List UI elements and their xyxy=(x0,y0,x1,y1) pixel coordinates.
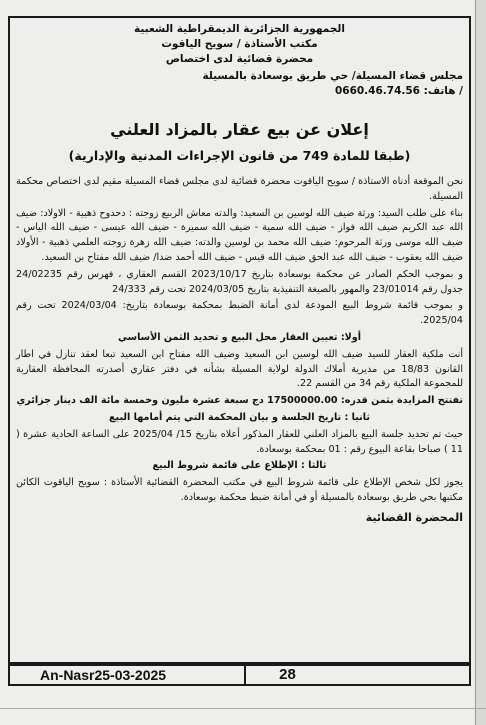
header-line-republic: الجمهورية الجزائرية الديمقراطية الشعبية xyxy=(134,23,345,35)
notice-title: إعلان عن بيع عقار بالمزاد العلني xyxy=(110,120,369,139)
header-line-bailiff: محضرة قضائية لدى اختصاص xyxy=(165,53,314,65)
scan-divider xyxy=(0,708,486,709)
intro-paragraph: نحن الموقعة أدناه الاستاذة / سويح الياقوت محضرة قضائية لدى مجلس قضاء المسيلة مقيم لدى اختصاص محكمة المسيلة. xyxy=(16,176,463,202)
section-heading-1: أولا: تعيين العقار محل البيع و تحديد الثمن الأساسي xyxy=(117,331,362,343)
page-number: 28 xyxy=(279,666,296,683)
notice-body xyxy=(16,175,463,506)
issue-date: An-Nasr25-03-2025 xyxy=(10,666,246,684)
auction-notice xyxy=(8,16,471,664)
section-heading-3: ثالثا : الإطلاع على قائمة شروط البيع xyxy=(152,460,327,472)
conditions-paragraph: و بموجب قائمة شروط البيع المودعة لدى أمانة الضبط بمحكمة بوسعادة بتاريخ: 2024/03/04 تحت رقم 2025/04. xyxy=(16,300,463,327)
header-line-office: مكتب الأستاذة / سويح الياقوت xyxy=(161,38,318,50)
session-paragraph: حيث تم تحديد جلسة البيع بالمزاد العلني للعقار المذكور أعلاه بتاريخ 15/ 2025/04 على الساعة الحادية عشرة ( 11 ) صباحا بقاعة البيوع رقم : 01 بمحكمة بوسعادة. xyxy=(16,428,463,455)
property-paragraph: أنت ملكية العقار للسيد ضيف الله لوسين ابن السعيد وضيف الله مفتاح ابن السعيد تبعا لعقد تنازل في اطار القانون 18/83 من مديرية أملاك الدولة لولاية المسيلة بشأنه في دفتر عقاري أصدرته المحافظة العقارية للمجموعة الملكية رقم 34 من القسم 22. xyxy=(16,348,463,390)
section-heading-2: ثانيا : تاريخ الجلسة و بيان المحكمة التي يتم أمامها البيع xyxy=(109,411,370,423)
access-paragraph: يجوز لكل شخص الإطلاع على قائمة شروط البيع في مكتب المحضرة القضائية الأستاذة : سويح الياقوت الكائن مكتبها بحي طريق بوسعادة بالمسيلة أو في أمانة ضبط محكمة بوسعادة. xyxy=(16,477,463,503)
price-paragraph: تفتتح المزايدة بثمن قدره: 17500000.00 دج سبعة عشرة مليون وخمسة مائة الف دينار جزائري xyxy=(16,395,463,407)
notice-header xyxy=(16,22,463,99)
judgment-paragraph: و بموجب الحكم الصادر عن محكمة بوسعادة بتاريخ 2023/10/17 القسم العقاري ، فهرس رقم 24/02235 جدول رقم 23/01014 والمهور بالصيغة التنفيذية بتاريخ 2024/03/05 تحت رقم 24/333 xyxy=(16,268,463,295)
adjacent-column-edge xyxy=(475,0,486,725)
header-address: مجلس قضاء المسيلة/ حي طريق بوسعادة بالمسيلة xyxy=(202,70,463,82)
page-footer xyxy=(8,664,471,686)
notice-subtitle: (طبقا للمادة 749 من قانون الإجراءات المدنية والإدارية) xyxy=(68,148,411,163)
header-phone: / هاتف: 0660.46.74.56 xyxy=(334,85,463,97)
party-paragraph: بناء على طلب السيد: ورثة ضيف الله لوسين بن السعيد: والدته معاش الربيع زوجته : دحدوح ذهبية - الاولاد: ضيف الله عبد الكريم ضيف الله فواز - ضيف الله سمية - ضيف الله سميرة - ضيف الله عيسى - ضيف الله الياس - ضيف الله موسى ورثة المرحوم: ضيف الله محمد بن لوسين والدته: ضيف الله زهرة زوجته العلمي ذهبية - الأولاد ضيف الله يعقوب - ضيف الله عبد الحق ضيف الله قيس - ضيف الله أحمد ضدا/ ضيف الله مفتاح بن السعيد. xyxy=(16,207,463,263)
signature: المحضرة القضائية xyxy=(365,510,463,524)
